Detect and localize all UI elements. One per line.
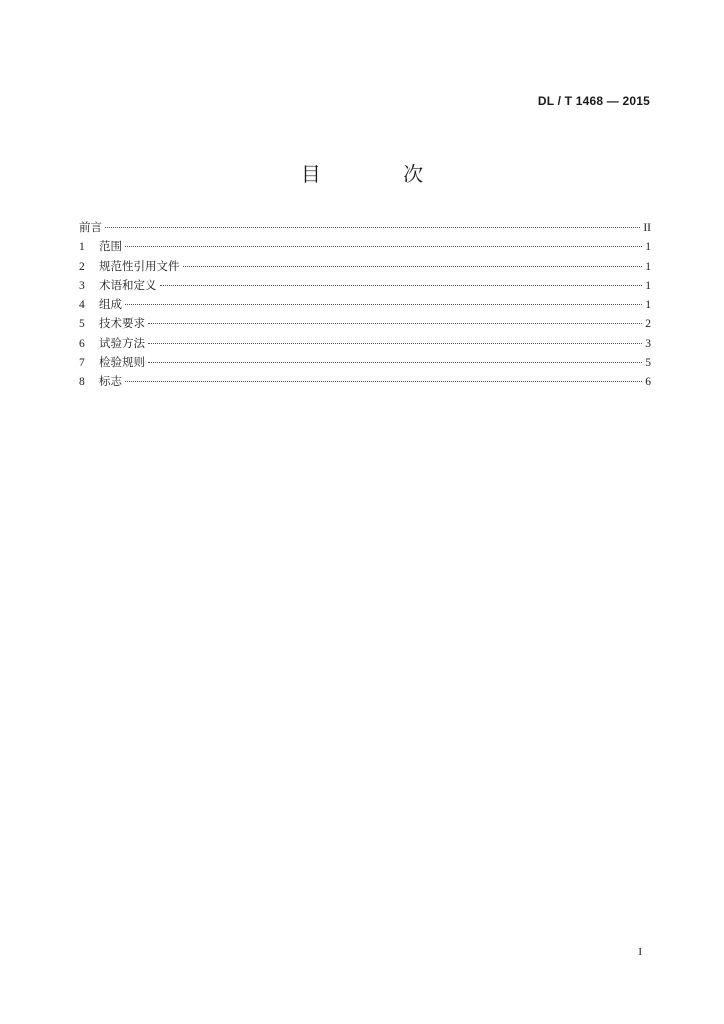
dot-leader bbox=[105, 227, 640, 228]
toc-entry-number: 4 bbox=[79, 299, 85, 312]
toc-entry-number: 1 bbox=[79, 241, 85, 254]
toc-entry-composition[interactable] bbox=[79, 295, 651, 314]
toc-entry-inspection-rules[interactable] bbox=[79, 353, 651, 372]
toc-entry-number: 3 bbox=[79, 279, 85, 292]
toc-entry-page: 1 bbox=[645, 241, 651, 254]
toc-entry-test-methods[interactable] bbox=[79, 334, 651, 353]
toc-entry-page: 1 bbox=[645, 279, 651, 292]
toc-entry-title: 规范性引用文件 bbox=[99, 258, 180, 273]
dot-leader bbox=[125, 381, 642, 382]
toc-entry-page: 2 bbox=[645, 318, 651, 331]
toc-entry-title: 范围 bbox=[99, 239, 122, 254]
dot-leader bbox=[183, 266, 643, 267]
toc-entry-page: 1 bbox=[645, 299, 651, 312]
toc-entry-number: 8 bbox=[79, 376, 85, 389]
toc-entry-number: 6 bbox=[79, 337, 85, 350]
dot-leader bbox=[148, 323, 642, 324]
toc-entry-terms-definitions[interactable] bbox=[79, 276, 651, 295]
dot-leader bbox=[125, 304, 642, 305]
standard-code: DL / T 1468 — 2015 bbox=[537, 94, 650, 108]
toc-entry-page: 1 bbox=[645, 260, 651, 273]
toc-entry-title: 术语和定义 bbox=[99, 277, 157, 292]
toc-entry-marking[interactable] bbox=[79, 372, 651, 391]
toc-entry-number: 7 bbox=[79, 357, 85, 370]
dot-leader bbox=[148, 362, 642, 363]
dot-leader bbox=[125, 246, 642, 247]
toc-entry-title: 组成 bbox=[99, 297, 122, 312]
toc-entry-preface[interactable] bbox=[79, 218, 651, 237]
toc-entry-title: 标志 bbox=[99, 374, 122, 389]
toc-title: 目 次 bbox=[300, 162, 462, 186]
page-number: I bbox=[638, 946, 642, 958]
toc-entry-page: II bbox=[643, 222, 651, 234]
toc-entry-normative-references[interactable] bbox=[79, 257, 651, 276]
toc-entry-page: 6 bbox=[645, 376, 651, 389]
toc-entry-number: 5 bbox=[79, 318, 85, 331]
toc-entry-title: 检验规则 bbox=[99, 355, 145, 370]
table-of-contents bbox=[79, 218, 651, 392]
toc-entry-technical-requirements[interactable] bbox=[79, 314, 651, 333]
toc-entry-page: 5 bbox=[645, 357, 651, 370]
toc-entry-number: 2 bbox=[79, 260, 85, 273]
toc-entry-title: 前言 bbox=[79, 220, 102, 234]
toc-entry-scope[interactable] bbox=[79, 237, 651, 256]
toc-entry-title: 技术要求 bbox=[99, 316, 145, 331]
dot-leader bbox=[148, 343, 642, 344]
toc-entry-page: 3 bbox=[645, 337, 651, 350]
toc-entry-title: 试验方法 bbox=[99, 335, 145, 350]
dot-leader bbox=[160, 285, 643, 286]
